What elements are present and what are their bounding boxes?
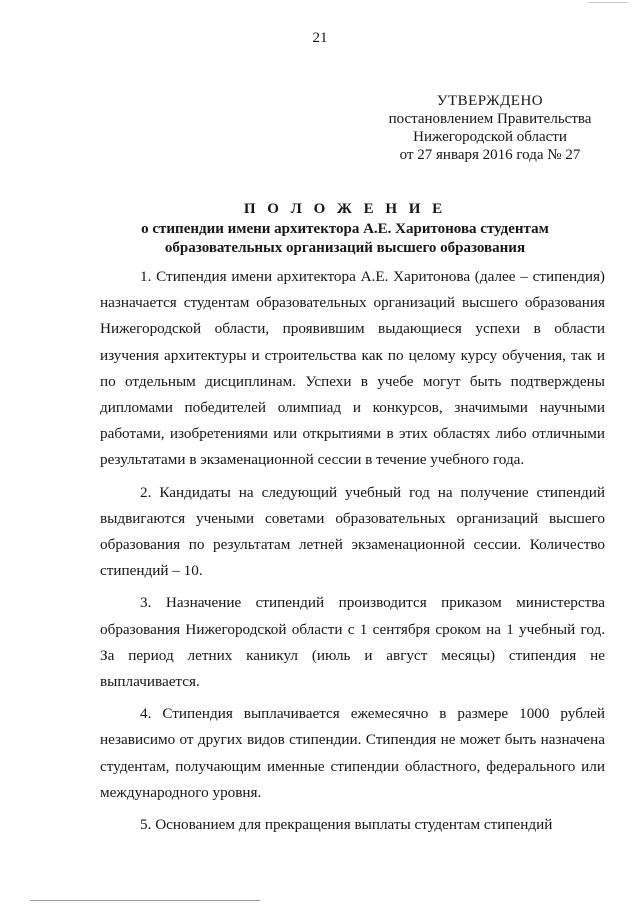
document-heading xyxy=(100,198,590,258)
scan-artifact-top-right xyxy=(588,2,628,3)
document-body xyxy=(100,264,605,838)
document-subtitle-line-1: о стипендии имени архитектора А.Е. Харитонова студентам xyxy=(141,221,549,237)
paragraph-3: 3. Назначение стипендий производится приказом министерства образования Нижегородской области с 1 сентября сроком на 1 учебный год. За период летних каникул (июль и август месяцы) стипендия не выплачивается. xyxy=(100,594,605,691)
paragraph-1: 1. Стипендия имени архитектора А.Е. Харитонова (далее – стипендия) назначается студентам образовательных организаций высшего образования Нижегородской области, проявившим выдающиеся успехи в области изучения архитектуры и строительства как по целому курсу обучения, так и по отдельным дисциплинам. Успехи в учебе могут быть подтверждены дипломами победителей олимпиад и конкурсов, значимыми научными работами, изобретениями или открытиями в этих областях либо отличными результатами в экзаменационной сессии в течение учебного года. xyxy=(100,268,605,469)
document-title: П О Л О Ж Е Н И Е xyxy=(243,201,447,217)
approval-stamp xyxy=(380,92,600,164)
paragraph-5: 5. Основанием для прекращения выплаты студентам стипендий xyxy=(140,816,553,834)
paragraph-4: 4. Стипендия выплачивается ежемесячно в размере 1000 рублей независимо от других видов стипендии. Стипендия не может быть назначена студентам, получающим именные стипендии областного, федерального или международного уровня. xyxy=(100,705,605,801)
approval-line-3: от 27 января 2016 года № 27 xyxy=(399,147,581,163)
approval-title: УТВЕРЖДЕНО xyxy=(436,93,544,109)
scan-artifact-bottom-line xyxy=(30,900,260,901)
paragraph-2: 2. Кандидаты на следующий учебный год на получение стипендий выдвигаются учеными советами образовательных организаций высшего образования по результатам летней экзаменационной сессии. Количество стипендий – 10. xyxy=(100,483,605,580)
document-subtitle-line-2: образовательных организаций высшего образования xyxy=(164,240,526,256)
approval-line-2: Нижегородской области xyxy=(413,129,567,145)
page-number: 21 xyxy=(312,30,328,46)
approval-line-1: постановлением Правительства xyxy=(388,111,592,127)
